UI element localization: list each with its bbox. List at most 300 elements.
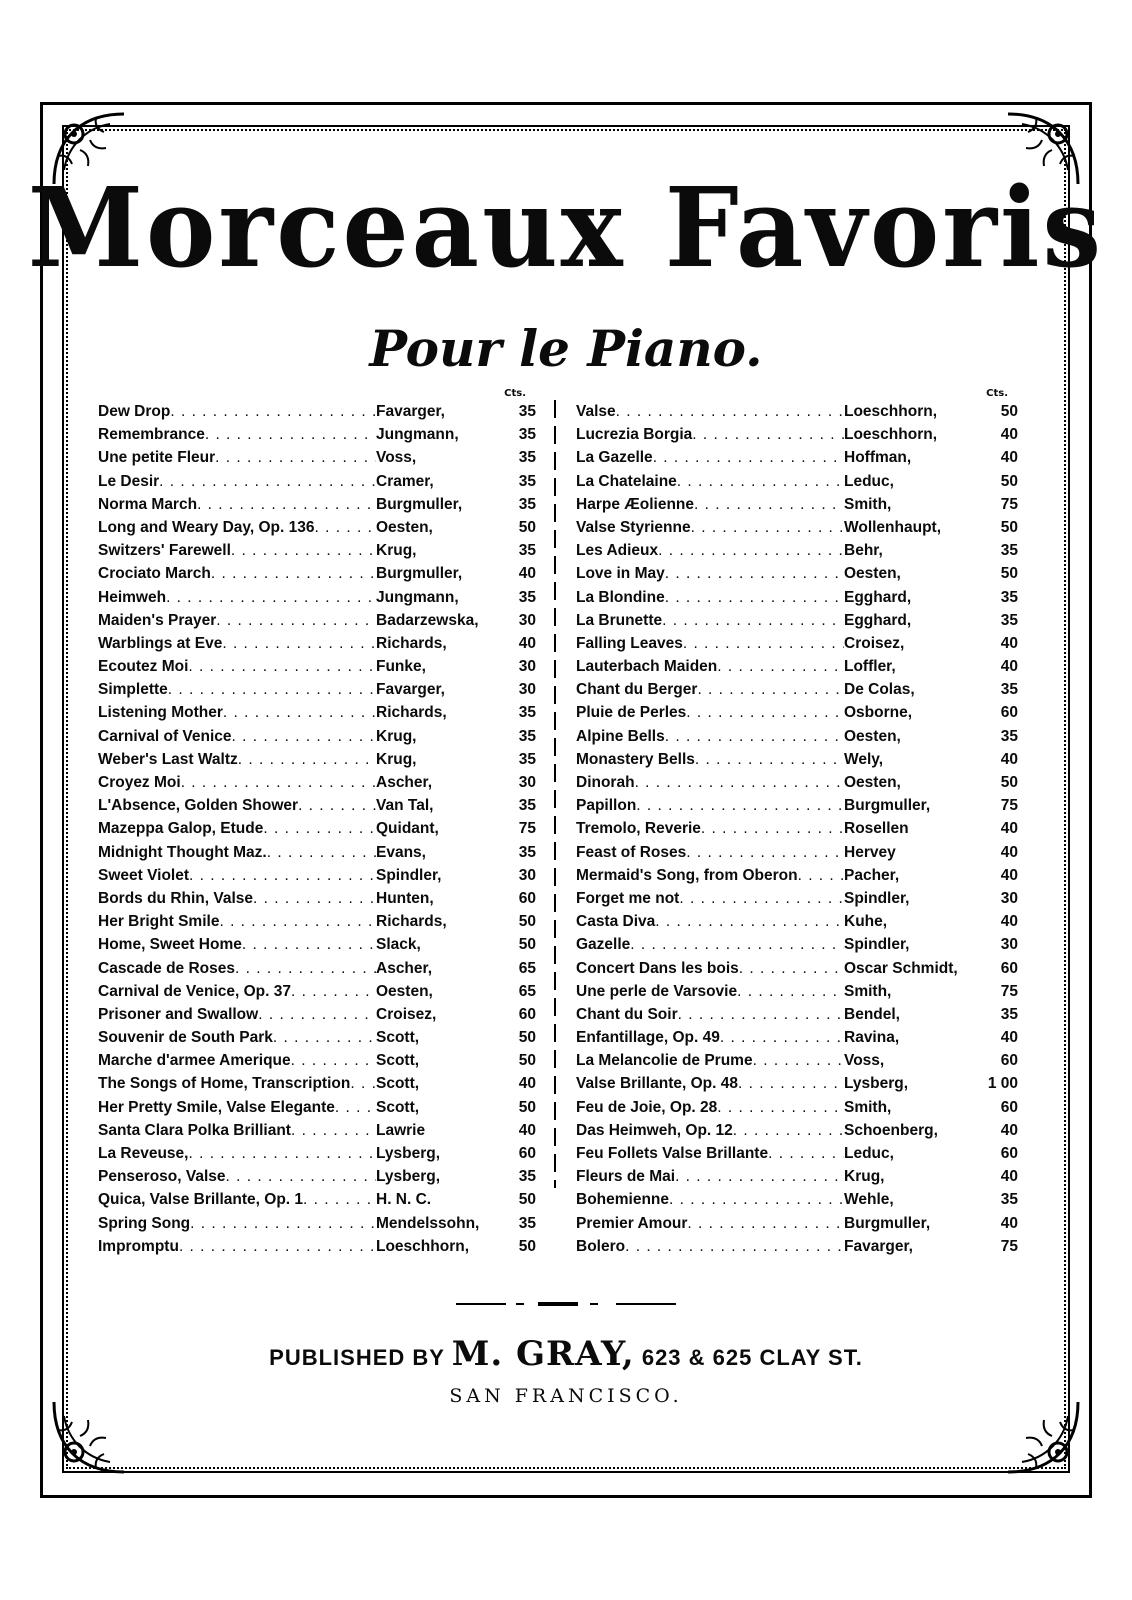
entry-composer: Slack, xyxy=(376,936,421,954)
entry-title: Gazelle xyxy=(576,936,631,954)
entry-composer: Favarger, xyxy=(844,1237,913,1255)
entry-composer: Lawrie xyxy=(376,1121,426,1139)
entry-title: Chant du Berger xyxy=(576,681,698,699)
dot-leader xyxy=(798,864,844,887)
entry-title: Souvenir de South Park xyxy=(98,1029,273,1047)
catalog-entry xyxy=(576,701,1018,724)
catalog-entry xyxy=(98,1072,536,1095)
dot-leader xyxy=(655,910,844,933)
entry-price: 40 xyxy=(1000,449,1018,467)
publisher-name: M. GRAY, xyxy=(451,1334,635,1374)
dot-leader xyxy=(263,817,376,840)
entry-price: 35 xyxy=(518,426,536,444)
entry-title: Le Desir xyxy=(98,472,160,490)
catalog-entry xyxy=(576,841,1018,864)
entry-price: 50 xyxy=(518,1098,536,1116)
entry-price: 50 xyxy=(518,1052,536,1070)
entry-price: 35 xyxy=(1000,727,1018,745)
catalog-entry xyxy=(98,562,536,585)
entry-title: Carnival de Venice, Op. 37 xyxy=(98,982,291,1000)
entry-composer: Richards, xyxy=(376,634,447,652)
dot-leader xyxy=(662,609,844,632)
entry-composer: Jungmann, xyxy=(376,588,459,606)
entry-title: La Melancolie de Prume xyxy=(576,1052,753,1070)
catalog-entry xyxy=(98,586,536,609)
dot-leader xyxy=(737,980,844,1003)
entry-composer: Wely, xyxy=(844,750,884,768)
catalog-entry xyxy=(98,817,536,840)
dot-leader xyxy=(701,817,844,840)
entry-title: Lauterbach Maiden xyxy=(576,658,718,676)
entry-composer: Rosellen xyxy=(844,820,909,838)
dot-leader xyxy=(665,562,844,585)
entry-composer: Egghard, xyxy=(844,588,912,606)
entry-title: Les Adieux xyxy=(576,542,659,560)
dot-leader xyxy=(636,794,844,817)
catalog-entry xyxy=(98,516,536,539)
entry-composer: Funke, xyxy=(376,658,426,676)
entry-price: 35 xyxy=(518,727,536,745)
dot-leader xyxy=(291,1119,376,1142)
entry-composer: Quidant, xyxy=(376,820,439,838)
entry-title: Crociato March xyxy=(98,565,211,583)
dot-leader xyxy=(720,1026,844,1049)
entry-price: 40 xyxy=(518,1075,536,1093)
entry-composer: Badarzewska, xyxy=(376,611,479,629)
entry-title: La Blondine xyxy=(576,588,665,606)
dot-leader xyxy=(315,516,377,539)
entry-composer: Spindler, xyxy=(844,936,910,954)
entry-composer: Richards, xyxy=(376,704,447,722)
entry-title: Prisoner and Swallow xyxy=(98,1005,259,1023)
entry-composer: Oesten, xyxy=(376,982,433,1000)
entry-title: Fleurs de Mai xyxy=(576,1168,676,1186)
catalog-entry xyxy=(576,423,1018,446)
dot-leader xyxy=(733,1119,844,1142)
entry-price: 75 xyxy=(1000,1237,1018,1255)
entry-title: La Chatelaine xyxy=(576,472,677,490)
entry-composer: Burgmuller, xyxy=(376,495,463,513)
entry-composer: Oesten, xyxy=(844,774,901,791)
dot-leader xyxy=(235,957,376,980)
dot-leader xyxy=(189,864,376,887)
catalog-entry xyxy=(98,678,536,701)
catalog-entry xyxy=(576,1165,1018,1188)
catalog-entry xyxy=(576,678,1018,701)
catalog-entry xyxy=(576,516,1018,539)
dot-leader xyxy=(215,446,376,469)
catalog-entry xyxy=(576,980,1018,1003)
entry-composer: Leduc, xyxy=(844,1145,894,1162)
entry-price: 50 xyxy=(518,913,536,931)
dot-leader xyxy=(768,1142,844,1165)
entry-price: 60 xyxy=(1000,959,1018,977)
catalog-entry xyxy=(98,1096,536,1119)
catalog-entry xyxy=(576,400,1018,423)
catalog-entry xyxy=(98,864,536,887)
dot-leader xyxy=(232,725,376,748)
entry-price: 40 xyxy=(1000,913,1018,931)
entry-composer: Oscar Schmidt, xyxy=(844,959,958,977)
entry-composer: Oesten, xyxy=(376,518,433,536)
catalog-entry xyxy=(576,817,1018,840)
catalog-entry xyxy=(576,725,1018,748)
catalog-entry xyxy=(576,539,1018,562)
entry-title: The Songs of Home, Transcription xyxy=(98,1075,351,1093)
dot-leader xyxy=(686,701,844,724)
dot-leader xyxy=(298,794,376,817)
entry-title: Warblings at Eve xyxy=(98,634,223,652)
entry-composer: Krug, xyxy=(376,750,417,768)
entry-price: 60 xyxy=(1000,1145,1018,1162)
entry-price: 35 xyxy=(1000,1005,1018,1023)
entry-price: 40 xyxy=(1000,426,1018,444)
dot-leader xyxy=(303,1188,376,1211)
dot-leader xyxy=(635,771,844,794)
dot-leader xyxy=(677,470,844,493)
catalog-entry xyxy=(576,493,1018,516)
entry-title: Das Heimweh, Op. 12 xyxy=(576,1121,733,1139)
dot-leader xyxy=(753,1049,844,1072)
entry-title: La Brunette xyxy=(576,611,663,629)
catalog-entry xyxy=(576,794,1018,817)
publisher-address: 623 & 625 CLAY ST. xyxy=(641,1345,863,1370)
entry-composer: Hunten, xyxy=(376,889,434,907)
entry-title: Croyez Moi xyxy=(98,774,181,791)
entry-price: 40 xyxy=(518,1121,536,1139)
dot-leader xyxy=(350,1072,376,1095)
entry-title: Pluie de Perles xyxy=(576,704,687,722)
entry-title: Her Pretty Smile, Valse Elegante xyxy=(98,1098,335,1116)
dot-leader xyxy=(211,562,376,585)
catalog-entry xyxy=(576,562,1018,585)
catalog-entry xyxy=(576,1072,1018,1095)
entry-composer: Cramer, xyxy=(376,472,434,490)
catalog-entry xyxy=(98,493,536,516)
entry-composer: Oesten, xyxy=(844,727,901,745)
publisher-city: SAN FRANCISCO. xyxy=(449,1385,683,1407)
dot-leader xyxy=(291,980,376,1003)
entry-title: Chant du Soir xyxy=(576,1005,678,1023)
entry-composer: Lysberg, xyxy=(376,1145,441,1162)
entry-price: 35 xyxy=(1000,542,1018,560)
catalog-entry xyxy=(576,609,1018,632)
entry-composer: Smith, xyxy=(844,495,892,513)
entry-title: Remembrance xyxy=(98,426,205,444)
entry-price: 35 xyxy=(518,449,536,467)
catalog-entry xyxy=(98,701,536,724)
entry-composer: Jungmann, xyxy=(376,426,459,444)
entry-title: Long and Weary Day, Op. 136 xyxy=(98,518,315,536)
entry-price: 40 xyxy=(1000,1214,1018,1232)
dot-leader xyxy=(697,678,844,701)
entry-composer: Lysberg, xyxy=(844,1075,909,1093)
entry-composer: Voss, xyxy=(844,1052,885,1070)
catalog-entry xyxy=(98,1026,536,1049)
dot-leader xyxy=(253,887,376,910)
catalog-entry xyxy=(98,539,536,562)
entry-title: Bords du Rhin, Valse xyxy=(98,889,254,907)
entry-price: 60 xyxy=(518,889,536,907)
entry-composer: Loffler, xyxy=(844,658,896,676)
entry-price: 35 xyxy=(518,1214,536,1232)
catalog-entry xyxy=(98,632,536,655)
entry-title: Lucrezia Borgia xyxy=(576,426,693,444)
dot-leader xyxy=(231,539,376,562)
entry-composer: Behr, xyxy=(844,542,883,560)
entry-price: 35 xyxy=(518,843,536,861)
entry-title: Love in May xyxy=(576,565,665,583)
catalog-entry xyxy=(98,609,536,632)
entry-price: 65 xyxy=(518,982,536,1000)
catalog-entry xyxy=(98,980,536,1003)
entry-price: 75 xyxy=(1000,495,1018,513)
entry-price: 35 xyxy=(518,1168,536,1186)
entry-title: Forget me not xyxy=(576,889,680,907)
entry-composer: Egghard, xyxy=(844,611,912,629)
entry-composer: Loeschhorn, xyxy=(844,426,938,444)
entry-price: 35 xyxy=(518,588,536,606)
dot-leader xyxy=(679,887,844,910)
catalog-entry xyxy=(576,1003,1018,1026)
entry-composer: Burgmuller, xyxy=(844,1214,931,1232)
catalog-entry xyxy=(576,933,1018,956)
entry-price: 60 xyxy=(518,1005,536,1023)
entry-price: 50 xyxy=(518,1029,536,1047)
entry-composer: Pacher, xyxy=(844,866,900,884)
entry-title: Switzers' Farewell xyxy=(98,542,231,560)
entry-composer: H. N. C. xyxy=(376,1191,432,1209)
catalog-entry xyxy=(98,1142,536,1165)
entry-title: Midnight Thought Maz. xyxy=(98,843,267,861)
dot-leader xyxy=(222,632,376,655)
catalog-entry xyxy=(576,1142,1018,1165)
entry-price: 60 xyxy=(1000,1052,1018,1070)
entry-price: 35 xyxy=(518,472,536,490)
entry-price: 50 xyxy=(1000,774,1018,791)
catalog-entry xyxy=(576,957,1018,980)
entry-title: Dew Drop xyxy=(98,403,171,420)
entry-title: La Reveuse, xyxy=(98,1145,189,1162)
entry-title: Spring Song xyxy=(98,1214,191,1232)
entry-composer: Scott, xyxy=(376,1098,420,1116)
entry-composer: Osborne, xyxy=(844,704,913,722)
catalog-entry xyxy=(98,1165,536,1188)
dot-leader xyxy=(738,1072,844,1095)
entry-composer: Schoenberg, xyxy=(844,1121,938,1139)
catalog-entry xyxy=(576,1026,1018,1049)
entry-composer: Loeschhorn, xyxy=(844,403,938,420)
entry-title: Dinorah xyxy=(576,774,635,791)
entry-composer: Ascher, xyxy=(376,959,433,977)
dot-leader xyxy=(168,678,376,701)
entry-price: 35 xyxy=(518,797,536,815)
entry-price: 40 xyxy=(1000,658,1018,676)
dot-leader xyxy=(226,1165,376,1188)
entry-title: Her Bright Smile xyxy=(98,913,220,931)
dot-leader xyxy=(335,1096,376,1119)
entry-price: 40 xyxy=(1000,634,1018,652)
entry-price: 50 xyxy=(518,1237,536,1255)
entry-title: Home, Sweet Home xyxy=(98,936,242,954)
entry-title: Monastery Bells xyxy=(576,750,695,768)
entry-composer: Spindler, xyxy=(376,866,442,884)
entry-composer: Favarger, xyxy=(376,403,445,420)
catalog-entry xyxy=(576,470,1018,493)
dot-leader xyxy=(166,586,376,609)
entry-price: 30 xyxy=(518,611,536,629)
entry-title: Feu Follets Valse Brillante xyxy=(576,1145,769,1162)
entry-price: 50 xyxy=(1000,472,1018,490)
entry-price: 40 xyxy=(1000,820,1018,838)
page-subtitle: Pour le Piano. xyxy=(369,319,763,378)
entry-title: Penseroso, Valse xyxy=(98,1168,226,1186)
entry-title: Enfantillage, Op. 49 xyxy=(576,1029,720,1047)
dot-leader xyxy=(197,493,376,516)
entry-title: Maiden's Prayer xyxy=(98,611,217,629)
catalog-entry xyxy=(576,910,1018,933)
catalog-entry xyxy=(576,887,1018,910)
catalog-entry xyxy=(98,1235,536,1258)
dot-leader xyxy=(717,655,844,678)
dot-leader xyxy=(267,841,376,864)
catalog-entry xyxy=(98,470,536,493)
entry-price: 35 xyxy=(518,542,536,560)
catalog-entry xyxy=(576,446,1018,469)
entry-price: 40 xyxy=(1000,1168,1018,1186)
entry-price: 35 xyxy=(1000,611,1018,629)
entry-title: Feu de Joie, Op. 28 xyxy=(576,1098,718,1116)
entry-composer: Ascher, xyxy=(376,774,433,791)
entry-composer: Richards, xyxy=(376,913,447,931)
entry-composer: Smith, xyxy=(844,1098,892,1116)
dot-leader xyxy=(223,701,376,724)
entry-price: 35 xyxy=(1000,681,1018,699)
catalog-entry xyxy=(98,1119,536,1142)
entry-composer: Favarger, xyxy=(376,681,445,699)
entry-composer: Oesten, xyxy=(844,565,901,583)
entry-price: 35 xyxy=(518,704,536,722)
dot-leader xyxy=(205,423,376,446)
entry-price: 30 xyxy=(518,681,536,699)
catalog-entry xyxy=(98,933,536,956)
entry-price: 40 xyxy=(518,565,536,583)
catalog-entry xyxy=(98,446,536,469)
catalog-entry xyxy=(98,1188,536,1211)
entry-price: 50 xyxy=(1000,403,1018,420)
catalog-entry xyxy=(98,887,536,910)
entry-title: Mermaid's Song, from Oberon xyxy=(576,866,798,884)
dot-leader xyxy=(179,1235,376,1258)
entry-price: 40 xyxy=(1000,1029,1018,1047)
dot-leader xyxy=(258,1003,376,1026)
dot-leader xyxy=(691,516,844,539)
entry-composer: Scott, xyxy=(376,1052,420,1070)
entry-title: Simplette xyxy=(98,681,168,699)
catalog-entry xyxy=(576,1212,1018,1235)
entry-title: Quica, Valse Brillante, Op. 1 xyxy=(98,1191,304,1209)
entry-price: 35 xyxy=(518,495,536,513)
dot-leader xyxy=(717,1096,844,1119)
catalog-entry xyxy=(576,1119,1018,1142)
page-title: Morceaux Favoris xyxy=(27,162,1105,293)
catalog-entry xyxy=(576,1049,1018,1072)
entry-composer: Van Tal, xyxy=(376,797,434,815)
entry-price: 30 xyxy=(518,774,536,791)
entry-title: Premier Amour xyxy=(576,1214,688,1232)
entry-composer: Krug, xyxy=(376,542,417,560)
dot-leader xyxy=(242,933,376,956)
entry-composer: Croisez, xyxy=(376,1005,437,1023)
dot-leader xyxy=(630,933,844,956)
catalog-entry xyxy=(98,1003,536,1026)
entry-title: Impromptu xyxy=(98,1237,179,1255)
entry-composer: Croisez, xyxy=(844,634,905,652)
catalog-entry xyxy=(98,423,536,446)
entry-composer: Evans, xyxy=(376,843,426,861)
dot-leader xyxy=(273,1026,376,1049)
entry-title: Marche d'armee Amerique xyxy=(98,1052,291,1070)
entry-price: 75 xyxy=(518,820,536,838)
entry-title: Tremolo, Reverie xyxy=(576,820,701,838)
dot-leader xyxy=(238,748,376,771)
entry-price: 30 xyxy=(1000,889,1018,907)
entry-composer: Voss, xyxy=(376,449,417,467)
entry-composer: Scott, xyxy=(376,1075,420,1093)
publisher-prefix: PUBLISHED BY xyxy=(269,1345,445,1370)
entry-title: Falling Leaves xyxy=(576,634,683,652)
column-divider xyxy=(554,400,556,1188)
entry-price: 35 xyxy=(1000,1191,1018,1209)
entry-composer: Krug, xyxy=(376,727,417,745)
entry-title: Heimweh xyxy=(98,588,167,606)
dot-leader xyxy=(675,1165,844,1188)
dot-leader xyxy=(170,400,376,423)
entry-composer: Krug, xyxy=(844,1168,885,1186)
entry-price: 60 xyxy=(1000,1098,1018,1116)
entry-composer: Wollenhaupt, xyxy=(844,518,942,536)
catalog-entry xyxy=(98,771,536,794)
entry-price: 50 xyxy=(518,1191,536,1209)
dot-leader xyxy=(683,632,844,655)
entry-title: Santa Clara Polka Brilliant xyxy=(98,1121,291,1139)
catalog-entry xyxy=(98,841,536,864)
entry-price: 50 xyxy=(1000,565,1018,583)
entry-title: Listening Mother xyxy=(98,704,223,722)
entry-title: Une perle de Varsovie xyxy=(576,982,738,1000)
dot-leader xyxy=(625,1235,844,1258)
catalog-entry xyxy=(576,586,1018,609)
dot-leader xyxy=(695,748,844,771)
dot-leader xyxy=(739,957,844,980)
dot-leader xyxy=(678,1003,844,1026)
entry-price: 35 xyxy=(1000,588,1018,606)
entry-title: Concert Dans les bois xyxy=(576,959,739,977)
entry-price: 60 xyxy=(1000,704,1018,722)
entry-title: Alpine Bells xyxy=(576,727,665,745)
dot-leader xyxy=(665,586,844,609)
entry-price: 60 xyxy=(518,1145,536,1162)
dot-leader xyxy=(669,1188,844,1211)
entry-composer: Loeschhorn, xyxy=(376,1237,470,1255)
entry-title: Ecoutez Moi xyxy=(98,658,189,676)
entry-price: 35 xyxy=(518,403,536,420)
catalog-entry xyxy=(576,1235,1018,1258)
catalog-entry xyxy=(576,655,1018,678)
entry-price: 40 xyxy=(1000,1121,1018,1139)
entry-title: Valse Styrienne xyxy=(576,518,691,536)
entry-price: 1 00 xyxy=(987,1075,1018,1093)
